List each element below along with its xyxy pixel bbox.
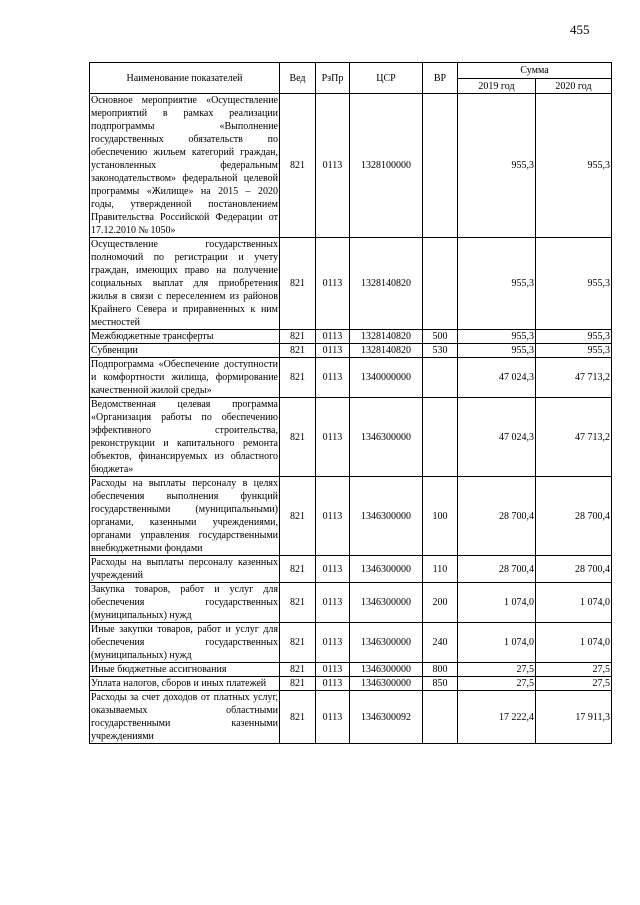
row-csr: 1346300000 [350,677,423,691]
row-2019: 47 024,3 [458,358,536,398]
table-row [90,691,612,744]
budget-table [89,62,612,744]
header-sum: Сумма [458,63,612,79]
row-csr: 1346300000 [350,477,423,556]
row-ved: 821 [280,330,316,344]
header-rzpr: РзПр [316,63,350,94]
table-row [90,623,612,663]
row-name: Основное мероприятие «Осуществление мероприятий в рамках реализации подпрограммы «Выполнение государственных обязательств по обеспечению жильем категорий граждан, установленных федеральным законодательством» федеральной целевой программы «Жилище» на 2015 – 2020 годы, утвержденной постановлением Правительства Российской Федерации от 17.12.2010 № 1050» [91,95,278,236]
row-csr: 1346300000 [350,583,423,623]
row-rzpr: 0113 [316,691,350,744]
row-csr: 1328140820 [350,330,423,344]
row-name: Уплата налогов, сборов и иных платежей [90,677,280,691]
row-name: Иные закупки товаров, работ и услуг для обеспечения государственных (муниципальных) нужд [91,624,278,661]
row-ved: 821 [280,556,316,583]
row-2020: 27,5 [536,663,612,677]
row-csr: 1328100000 [350,94,423,238]
row-2019: 955,3 [458,330,536,344]
row-rzpr: 0113 [316,556,350,583]
row-ved: 821 [280,238,316,330]
row-2020: 1 074,0 [536,623,612,663]
row-2020: 27,5 [536,677,612,691]
row-rzpr: 0113 [316,677,350,691]
row-ved: 821 [280,398,316,477]
row-2019: 955,3 [458,94,536,238]
row-name: Расходы на выплаты персоналу в целях обеспечения выполнения функций государственными (муниципальными) органами, казенными учреждениями, органами управления государственными внебюджетными фондами [91,478,278,554]
row-rzpr: 0113 [316,663,350,677]
row-name: Расходы за счет доходов от платных услуг, оказываемых областными государственными казенными учреждениями [91,692,278,742]
header-name: Наименование показателей [90,63,280,94]
row-ved: 821 [280,623,316,663]
table-row [90,556,612,583]
row-rzpr: 0113 [316,94,350,238]
table-row [90,398,612,477]
row-2020: 955,3 [536,344,612,358]
row-csr: 1346300092 [350,691,423,744]
row-2020: 1 074,0 [536,583,612,623]
row-vr: 850 [423,677,458,691]
row-name: Субвенции [90,344,280,358]
row-vr: 500 [423,330,458,344]
header-2019: 2019 год [458,79,536,94]
row-2019: 1 074,0 [458,583,536,623]
row-2020: 955,3 [536,238,612,330]
row-vr: 800 [423,663,458,677]
row-vr [423,691,458,744]
row-name: Подпрограмма «Обеспечение доступности и комфортности жилища, формирование качественной жилой среды» [91,359,278,396]
table-row [90,358,612,398]
row-csr: 1346300000 [350,556,423,583]
row-rzpr: 0113 [316,238,350,330]
table-row [90,663,612,677]
row-rzpr: 0113 [316,623,350,663]
row-ved: 821 [280,358,316,398]
row-ved: 821 [280,477,316,556]
row-2020: 955,3 [536,330,612,344]
row-2019: 27,5 [458,677,536,691]
row-rzpr: 0113 [316,477,350,556]
table-row [90,477,612,556]
row-csr: 1346300000 [350,663,423,677]
row-2020: 28 700,4 [536,477,612,556]
row-vr: 110 [423,556,458,583]
row-vr: 100 [423,477,458,556]
row-rzpr: 0113 [316,358,350,398]
row-name: Ведомственная целевая программа «Организация работы по обеспечению эффективного строительства, реконструкции и капитального ремонта объектов, финансируемых из областного бюджета» [91,399,278,475]
row-2020: 47 713,2 [536,358,612,398]
header-2020: 2020 год [536,79,612,94]
row-rzpr: 0113 [316,583,350,623]
row-2019: 47 024,3 [458,398,536,477]
row-vr [423,94,458,238]
header-vr: ВР [423,63,458,94]
row-ved: 821 [280,583,316,623]
row-name: Расходы на выплаты персоналу казенных учреждений [91,557,278,581]
header-ved: Вед [280,63,316,94]
row-vr: 530 [423,344,458,358]
table-row [90,344,612,358]
row-csr: 1340000000 [350,358,423,398]
table-row [90,238,612,330]
row-2019: 28 700,4 [458,556,536,583]
table-row [90,677,612,691]
row-2020: 28 700,4 [536,556,612,583]
header-csr: ЦСР [350,63,423,94]
row-2020: 955,3 [536,94,612,238]
row-vr: 240 [423,623,458,663]
row-vr [423,398,458,477]
row-2019: 28 700,4 [458,477,536,556]
row-name: Закупка товаров, работ и услуг для обеспечения государственных (муниципальных) нужд [91,584,278,621]
row-2019: 17 222,4 [458,691,536,744]
row-2019: 27,5 [458,663,536,677]
row-2019: 955,3 [458,344,536,358]
table-row [90,583,612,623]
row-csr: 1346300000 [350,398,423,477]
row-vr: 200 [423,583,458,623]
row-vr [423,358,458,398]
row-name: Иные бюджетные ассигнования [90,663,280,677]
row-rzpr: 0113 [316,398,350,477]
row-ved: 821 [280,344,316,358]
row-csr: 1328140820 [350,344,423,358]
row-csr: 1328140820 [350,238,423,330]
table-row [90,330,612,344]
row-ved: 821 [280,677,316,691]
row-2020: 17 911,3 [536,691,612,744]
row-csr: 1346300000 [350,623,423,663]
row-name: Межбюджетные трансферты [90,330,280,344]
row-2019: 955,3 [458,238,536,330]
row-ved: 821 [280,663,316,677]
row-rzpr: 0113 [316,344,350,358]
row-ved: 821 [280,94,316,238]
row-name: Осуществление государственных полномочий по регистрации и учету граждан, имеющих право на получение социальных выплат для приобретения жилья в связи с переселением из районов Крайнего Севера и приравненных к ним местностей [91,239,278,328]
row-vr [423,238,458,330]
row-2019: 1 074,0 [458,623,536,663]
table-body [90,94,612,744]
table-row [90,94,612,238]
row-rzpr: 0113 [316,330,350,344]
row-ved: 821 [280,691,316,744]
page-number: 455 [570,22,590,37]
row-2020: 47 713,2 [536,398,612,477]
